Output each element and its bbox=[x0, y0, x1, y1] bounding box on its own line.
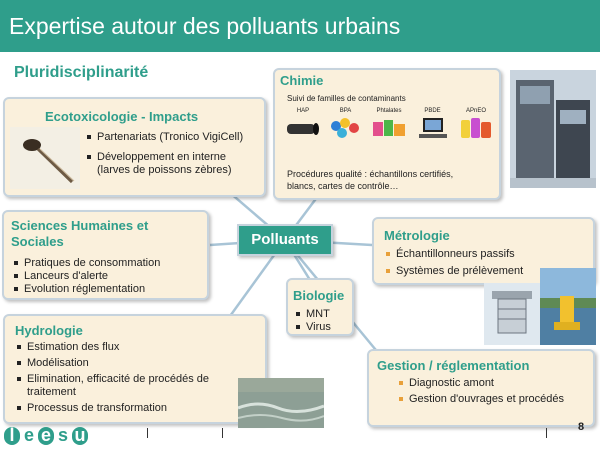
chimie-procedures: Procédures qualité : échantillons certifiés, blancs, cartes de contrôle… bbox=[287, 169, 454, 191]
gestion-item: Gestion d'ouvrages et procédés bbox=[397, 393, 587, 406]
footer-tick bbox=[222, 428, 223, 438]
ecotox-title: Ecotoxicologie - Impacts bbox=[45, 109, 199, 124]
metrologie-title: Métrologie bbox=[384, 228, 450, 243]
leesu-logo bbox=[4, 427, 88, 445]
computer-icon bbox=[415, 114, 451, 140]
logo-letter: u bbox=[72, 427, 88, 445]
chimie-title: Chimie bbox=[280, 73, 324, 88]
plastic-pellets-icon bbox=[328, 114, 364, 140]
family-hap bbox=[285, 108, 321, 145]
family-label: BPA bbox=[339, 108, 352, 114]
lab-equipment-image bbox=[510, 70, 596, 188]
contaminant-families bbox=[285, 108, 495, 145]
biologie-box bbox=[286, 278, 354, 336]
water-treatment-image bbox=[238, 378, 324, 428]
biologie-item: Virus bbox=[294, 321, 352, 334]
hydrologie-box bbox=[3, 314, 267, 424]
ecotox-box bbox=[3, 97, 266, 197]
footer-tick bbox=[147, 428, 148, 438]
family-pbde bbox=[415, 108, 451, 145]
passive-sampler-image bbox=[484, 283, 540, 345]
sciences-title: Sciences Humaines et Sociales bbox=[11, 218, 149, 249]
logo-letter: l bbox=[4, 427, 20, 445]
sciences-item: Lanceurs d'alerte bbox=[12, 270, 207, 283]
family-apneo bbox=[457, 108, 495, 145]
footer-tick bbox=[546, 428, 547, 438]
toys-icon bbox=[370, 114, 408, 140]
family-bpa bbox=[328, 108, 364, 145]
water-buoy-image bbox=[540, 268, 596, 345]
ecotox-item: Développement en interne (larves de poissons zèbres) bbox=[85, 151, 260, 177]
slide-subtitle: Pluridisciplinarité bbox=[14, 64, 149, 81]
detergent-bottles-icon bbox=[457, 114, 495, 140]
zebrafish-larva-image bbox=[10, 127, 80, 189]
biologie-item: MNT bbox=[294, 308, 352, 321]
chimie-box bbox=[273, 68, 501, 200]
logo-letter: e bbox=[38, 427, 54, 445]
metrologie-item: Échantillonneurs passifs bbox=[384, 248, 589, 261]
family-label: PBDE bbox=[424, 108, 441, 114]
center-node-polluants: Polluants bbox=[237, 224, 333, 256]
sciences-item: Evolution réglementation bbox=[12, 283, 207, 296]
gestion-title: Gestion / réglementation bbox=[377, 358, 530, 373]
hydrologie-item: Modélisation bbox=[15, 357, 240, 370]
family-label: Phtalates bbox=[376, 108, 402, 114]
hydrologie-item: Elimination, efficacité de procédés de traitement bbox=[15, 373, 240, 399]
biologie-title: Biologie bbox=[293, 288, 345, 303]
logo-letter: e bbox=[23, 425, 34, 445]
sciences-box bbox=[2, 210, 209, 300]
slide-title: Expertise autour des polluants urbains bbox=[0, 0, 600, 52]
family-label: HAP bbox=[296, 108, 310, 114]
family-label: APnEO bbox=[465, 108, 486, 114]
hydrologie-item: Processus de transformation bbox=[15, 402, 240, 415]
hydrologie-title: Hydrologie bbox=[15, 323, 83, 338]
chimie-intro: Suivi de familles de contaminants bbox=[287, 94, 406, 103]
gestion-item: Diagnostic amont bbox=[397, 377, 587, 390]
logo-letter: s bbox=[57, 425, 68, 445]
metrologie-item: Systèmes de prélèvement bbox=[384, 265, 589, 278]
sciences-item: Pratiques de consommation bbox=[12, 257, 207, 270]
gestion-box bbox=[367, 349, 595, 427]
exhaust-pipe-icon bbox=[285, 114, 321, 140]
hydrologie-item: Estimation des flux bbox=[15, 341, 240, 354]
page-number: 8 bbox=[578, 421, 585, 433]
family-phtalates bbox=[370, 108, 408, 145]
ecotox-item: Partenariats (Tronico VigiCell) bbox=[85, 131, 260, 144]
